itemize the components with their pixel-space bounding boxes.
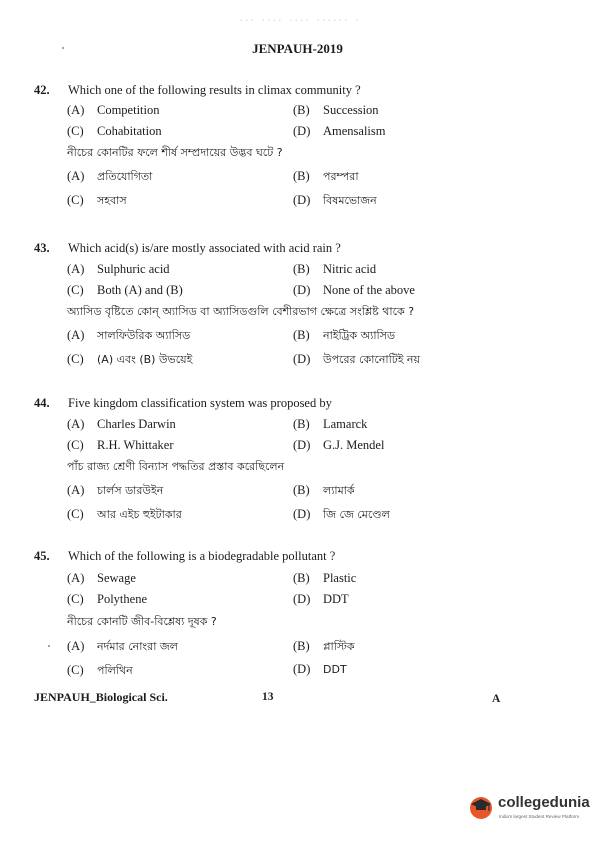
option-a-bengali: (A) চার্লস ডারউইন — [67, 483, 164, 497]
scan-speck — [48, 645, 50, 647]
option-b: (B) Lamarck — [293, 417, 368, 431]
question-set: A — [492, 693, 501, 705]
option-b: (B) Plastic — [293, 571, 357, 585]
option-a: (A) Competition — [67, 103, 160, 117]
footer-subject: JENPAUH_Biological Sci. — [34, 690, 168, 704]
option-d: (D) DDT — [293, 592, 349, 606]
option-c: (C) Both (A) and (B) — [67, 283, 183, 297]
option-c: (C) R.H. Whittaker — [67, 438, 174, 452]
option-b-bengali: (B) ল্যামার্ক — [293, 483, 355, 497]
option-a-bengali: (A) প্রতিযোগিতা — [67, 169, 153, 183]
question-text: Which acid(s) is/are mostly associated with acid rain ? — [68, 241, 341, 255]
option-d-bengali: (D) DDT — [293, 662, 347, 676]
option-d: (D) G.J. Mendel — [293, 438, 385, 452]
option-d-bengali: (D) বিষমভোজন — [293, 193, 377, 207]
faded-header-text: ··· ···· ···· ······ · — [239, 14, 361, 26]
question-text-bengali: পাঁচ রাজ্য শ্রেণী বিন্যাস পদ্ধতির প্রস্তাব করেছিলেন — [67, 460, 285, 473]
option-a: (A) Sulphuric acid — [67, 262, 170, 276]
option-b-bengali: (B) পরম্পরা — [293, 169, 359, 183]
option-c-bengali: (C) (A) এবং (B) উভয়েই — [67, 352, 193, 366]
question-text: Five kingdom classification system was proposed by — [68, 396, 332, 410]
graduation-cap-icon — [468, 794, 494, 820]
option-c-bengali: (C) পলিথিন — [67, 663, 133, 677]
option-c: (C) Cohabitation — [67, 124, 162, 138]
question-text-bengali: নীচের কোনটির ফলে শীর্ষ সম্প্রদায়ের উদ্ভব ঘটে ? — [67, 146, 283, 159]
question-number: 45. — [34, 549, 50, 563]
option-b: (B) Nitric acid — [293, 262, 377, 276]
option-a: (A) Charles Darwin — [67, 417, 176, 431]
question-number: 44. — [34, 396, 50, 410]
page-number: 13 — [262, 691, 274, 703]
option-b-bengali: (B) নাইট্রিক অ্যাসিড — [293, 328, 396, 342]
option-a-bengali: (A) নর্দমার নোংরা জল — [67, 639, 178, 653]
option-d-bengali: (D) উপরের কোনোটিই নয় — [293, 352, 420, 366]
collegedunia-watermark — [468, 790, 588, 830]
option-b-bengali: (B) প্লাস্টিক — [293, 639, 355, 653]
option-c-bengali: (C) সহবাস — [67, 193, 127, 207]
question-number: 43. — [34, 241, 50, 255]
watermark-brand: collegedunia — [498, 794, 590, 811]
exam-code: JENPAUH-2019 — [252, 41, 343, 56]
option-c-bengali: (C) আর এইচ হুইটাকার — [67, 507, 182, 521]
question-number: 42. — [34, 83, 50, 97]
option-b: (B) Succession — [293, 103, 379, 117]
question-text: Which one of the following results in climax community ? — [68, 83, 361, 97]
option-c: (C) Polythene — [67, 592, 147, 606]
watermark-tagline: India's largest Student Review Platform — [499, 814, 580, 819]
question-text-bengali: অ্যাসিড বৃষ্টিতে কোন্ অ্যাসিড বা অ্যাসিডগুলি বেশীরভাগ ক্ষেত্রে সংশ্লিষ্ট থাকে ? — [67, 305, 415, 318]
question-text: Which of the following is a biodegradable pollutant ? — [68, 549, 336, 563]
option-d: (D) None of the above — [293, 283, 415, 297]
question-text-bengali: নীচের কোনটি জীব-বিশ্লেষ্য দূষক ? — [67, 615, 217, 628]
option-d: (D) Amensalism — [293, 124, 386, 138]
option-a-bengali: (A) সালফিউরিক অ্যাসিড — [67, 328, 191, 342]
option-a: (A) Sewage — [67, 571, 136, 585]
option-d-bengali: (D) জি জে মেণ্ডেল — [293, 507, 390, 521]
